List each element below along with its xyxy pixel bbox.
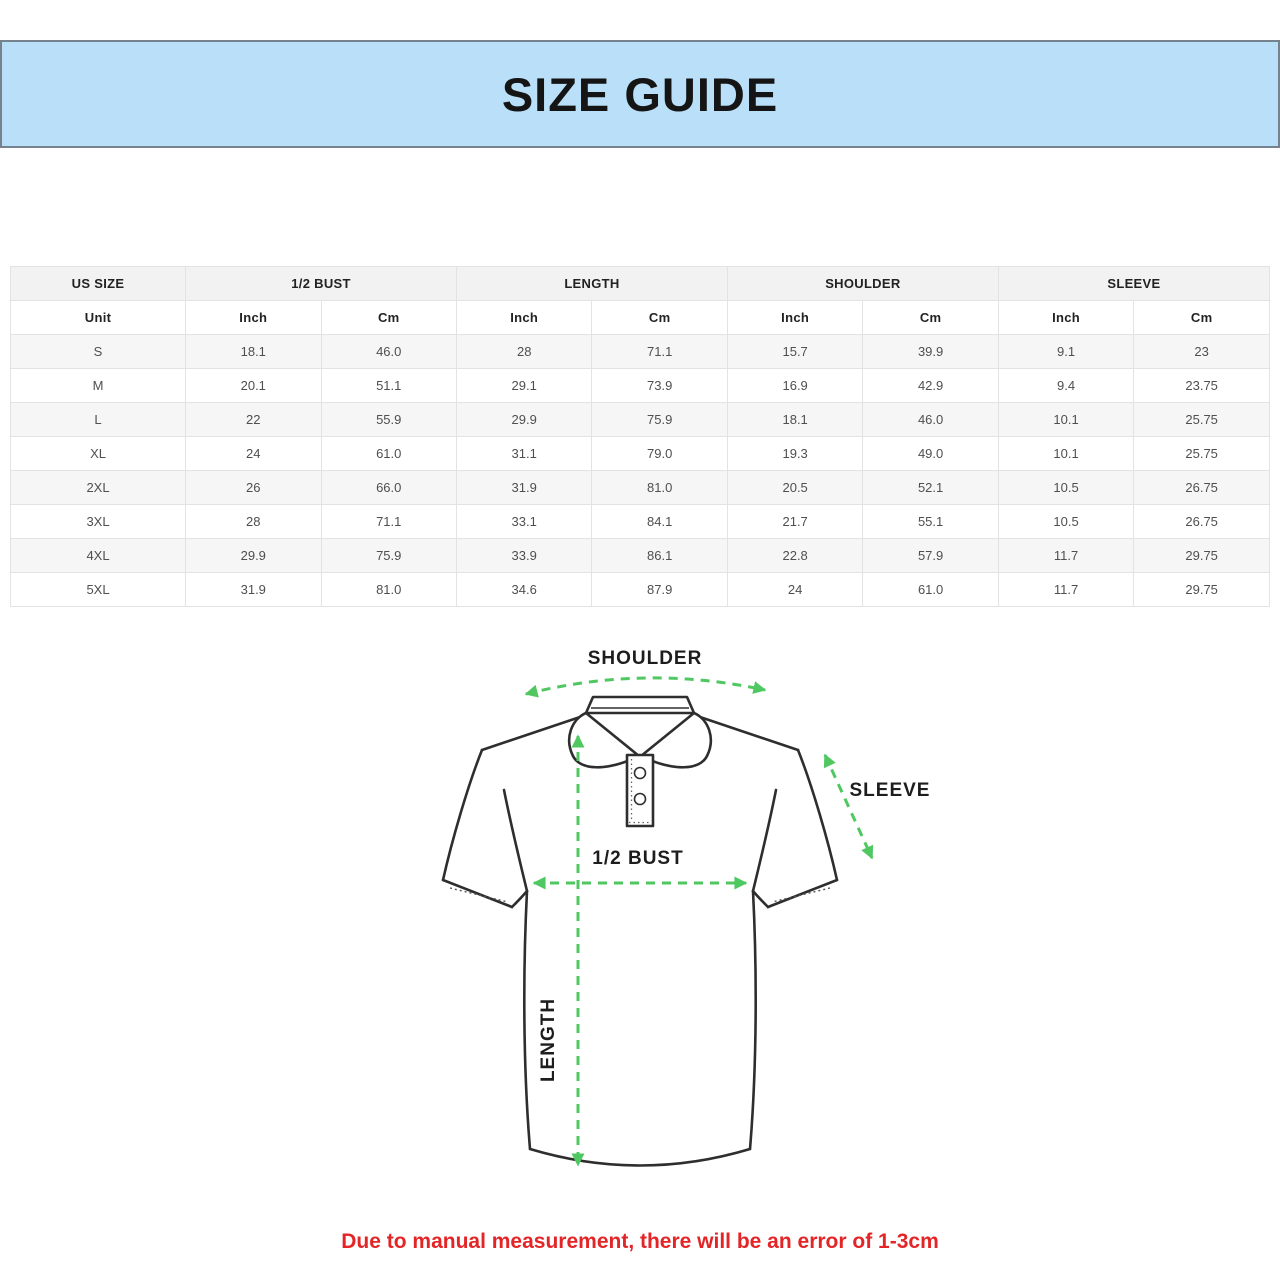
unit-header: Cm (592, 301, 727, 335)
measurement-value: 15.7 (727, 335, 862, 369)
left-armhole-seam (504, 790, 527, 891)
unit-header: Cm (863, 301, 998, 335)
measurement-value: 51.1 (321, 369, 456, 403)
unit-header: Cm (321, 301, 456, 335)
sleeve-label: SLEEVE (849, 780, 931, 801)
sleeve-arrow (825, 755, 872, 858)
column-header-bust: 1/2 BUST (186, 267, 457, 301)
polo-shirt-outline (443, 697, 837, 1166)
measurement-value: 31.9 (456, 471, 591, 505)
right-body-side (750, 891, 756, 1149)
size-row-3xl (11, 505, 1270, 539)
measurement-value: 31.9 (186, 573, 321, 607)
measurement-value: 25.75 (1134, 403, 1270, 437)
measurement-value: 23 (1134, 335, 1270, 369)
size-row-xl (11, 437, 1270, 471)
measurement-value: 11.7 (998, 539, 1133, 573)
measurement-value: 75.9 (592, 403, 727, 437)
measurement-value: 46.0 (321, 335, 456, 369)
unit-header: Inch (727, 301, 862, 335)
measurement-value: 23.75 (1134, 369, 1270, 403)
measurement-value: 71.1 (321, 505, 456, 539)
measurement-value: 46.0 (863, 403, 998, 437)
right-underarm (753, 891, 768, 907)
measurement-value: 57.9 (863, 539, 998, 573)
left-sleeve-edge (443, 750, 482, 880)
measurement-value: 86.1 (592, 539, 727, 573)
measurement-value: 49.0 (863, 437, 998, 471)
size-label: 2XL (11, 471, 186, 505)
measurement-value: 75.9 (321, 539, 456, 573)
measurement-value: 81.0 (592, 471, 727, 505)
size-table (10, 266, 1270, 607)
column-header-sleeve: SLEEVE (998, 267, 1269, 301)
measurement-value: 33.1 (456, 505, 591, 539)
size-row-l (11, 403, 1270, 437)
measurement-value: 52.1 (863, 471, 998, 505)
measurement-value: 10.1 (998, 437, 1133, 471)
measurement-note: Due to manual measurement, there will be an error of 1-3cm (341, 1230, 939, 1253)
collar-band (586, 697, 694, 713)
column-header-shoulder: SHOULDER (727, 267, 998, 301)
measurement-value: 26 (186, 471, 321, 505)
unit-header: Inch (186, 301, 321, 335)
measurement-value: 20.5 (727, 471, 862, 505)
right-sleeve-edge (798, 750, 837, 880)
size-label: M (11, 369, 186, 403)
measurement-value: 84.1 (592, 505, 727, 539)
bust-label: 1/2 BUST (592, 848, 684, 869)
measurement-value: 18.1 (186, 335, 321, 369)
measurement-value: 61.0 (863, 573, 998, 607)
column-header-length: LENGTH (456, 267, 727, 301)
measurement-value: 25.75 (1134, 437, 1270, 471)
shoulder-label: SHOULDER (587, 648, 703, 669)
size-row-m (11, 369, 1270, 403)
measurement-value: 29.75 (1134, 573, 1270, 607)
measurement-value: 81.0 (321, 573, 456, 607)
size-label: 4XL (11, 539, 186, 573)
size-label: 5XL (11, 573, 186, 607)
size-row-s (11, 335, 1270, 369)
polo-measurement-diagram (420, 640, 940, 1195)
measurement-value: 79.0 (592, 437, 727, 471)
hem (530, 1149, 750, 1166)
size-label: S (11, 335, 186, 369)
measurement-value: 22.8 (727, 539, 862, 573)
measurement-value: 87.9 (592, 573, 727, 607)
measurement-value: 18.1 (727, 403, 862, 437)
measurement-value: 34.6 (456, 573, 591, 607)
measurement-value: 29.9 (456, 403, 591, 437)
left-underarm (512, 891, 527, 907)
banner (0, 40, 1280, 148)
measurement-value: 24 (186, 437, 321, 471)
group-header-row (11, 267, 1270, 301)
measurement-value: 42.9 (863, 369, 998, 403)
measurement-value: 10.5 (998, 471, 1133, 505)
measurement-value: 31.1 (456, 437, 591, 471)
measurement-value: 16.9 (727, 369, 862, 403)
measurement-value: 29.1 (456, 369, 591, 403)
measurement-value: 39.9 (863, 335, 998, 369)
unit-header: Inch (998, 301, 1133, 335)
measurement-value: 24 (727, 573, 862, 607)
size-row-4xl (11, 539, 1270, 573)
measurement-value: 10.1 (998, 403, 1133, 437)
size-label: 3XL (11, 505, 186, 539)
unit-header: Unit (11, 301, 186, 335)
size-label: XL (11, 437, 186, 471)
measurement-value: 29.75 (1134, 539, 1270, 573)
measurement-value: 20.1 (186, 369, 321, 403)
measurement-value: 10.5 (998, 505, 1133, 539)
unit-header: Inch (456, 301, 591, 335)
length-label: LENGTH (538, 997, 559, 1083)
left-body-side (524, 891, 530, 1149)
measurement-value: 22 (186, 403, 321, 437)
size-label: L (11, 403, 186, 437)
measurement-value: 71.1 (592, 335, 727, 369)
measurement-value: 9.1 (998, 335, 1133, 369)
unit-header: Cm (1134, 301, 1270, 335)
measurement-value: 29.9 (186, 539, 321, 573)
measurement-value: 26.75 (1134, 505, 1270, 539)
measurement-value: 55.1 (863, 505, 998, 539)
measurement-value: 28 (186, 505, 321, 539)
measurement-value: 19.3 (727, 437, 862, 471)
size-row-5xl (11, 573, 1270, 607)
measurement-value: 28 (456, 335, 591, 369)
size-row-2xl (11, 471, 1270, 505)
left-cuff (443, 880, 512, 907)
measurement-value: 21.7 (727, 505, 862, 539)
measurement-value: 61.0 (321, 437, 456, 471)
measurement-value: 11.7 (998, 573, 1133, 607)
measurement-value: 66.0 (321, 471, 456, 505)
right-armhole-seam (753, 790, 776, 891)
unit-header-row (11, 301, 1270, 335)
measurement-value: 55.9 (321, 403, 456, 437)
measurement-value: 33.9 (456, 539, 591, 573)
page-title: SIZE GUIDE (501, 67, 779, 121)
measurement-value: 73.9 (592, 369, 727, 403)
measurement-value: 26.75 (1134, 471, 1270, 505)
column-header-us-size: US SIZE (11, 267, 186, 301)
measurement-value: 9.4 (998, 369, 1133, 403)
right-cuff (768, 880, 837, 907)
shoulder-arrow (526, 678, 765, 694)
